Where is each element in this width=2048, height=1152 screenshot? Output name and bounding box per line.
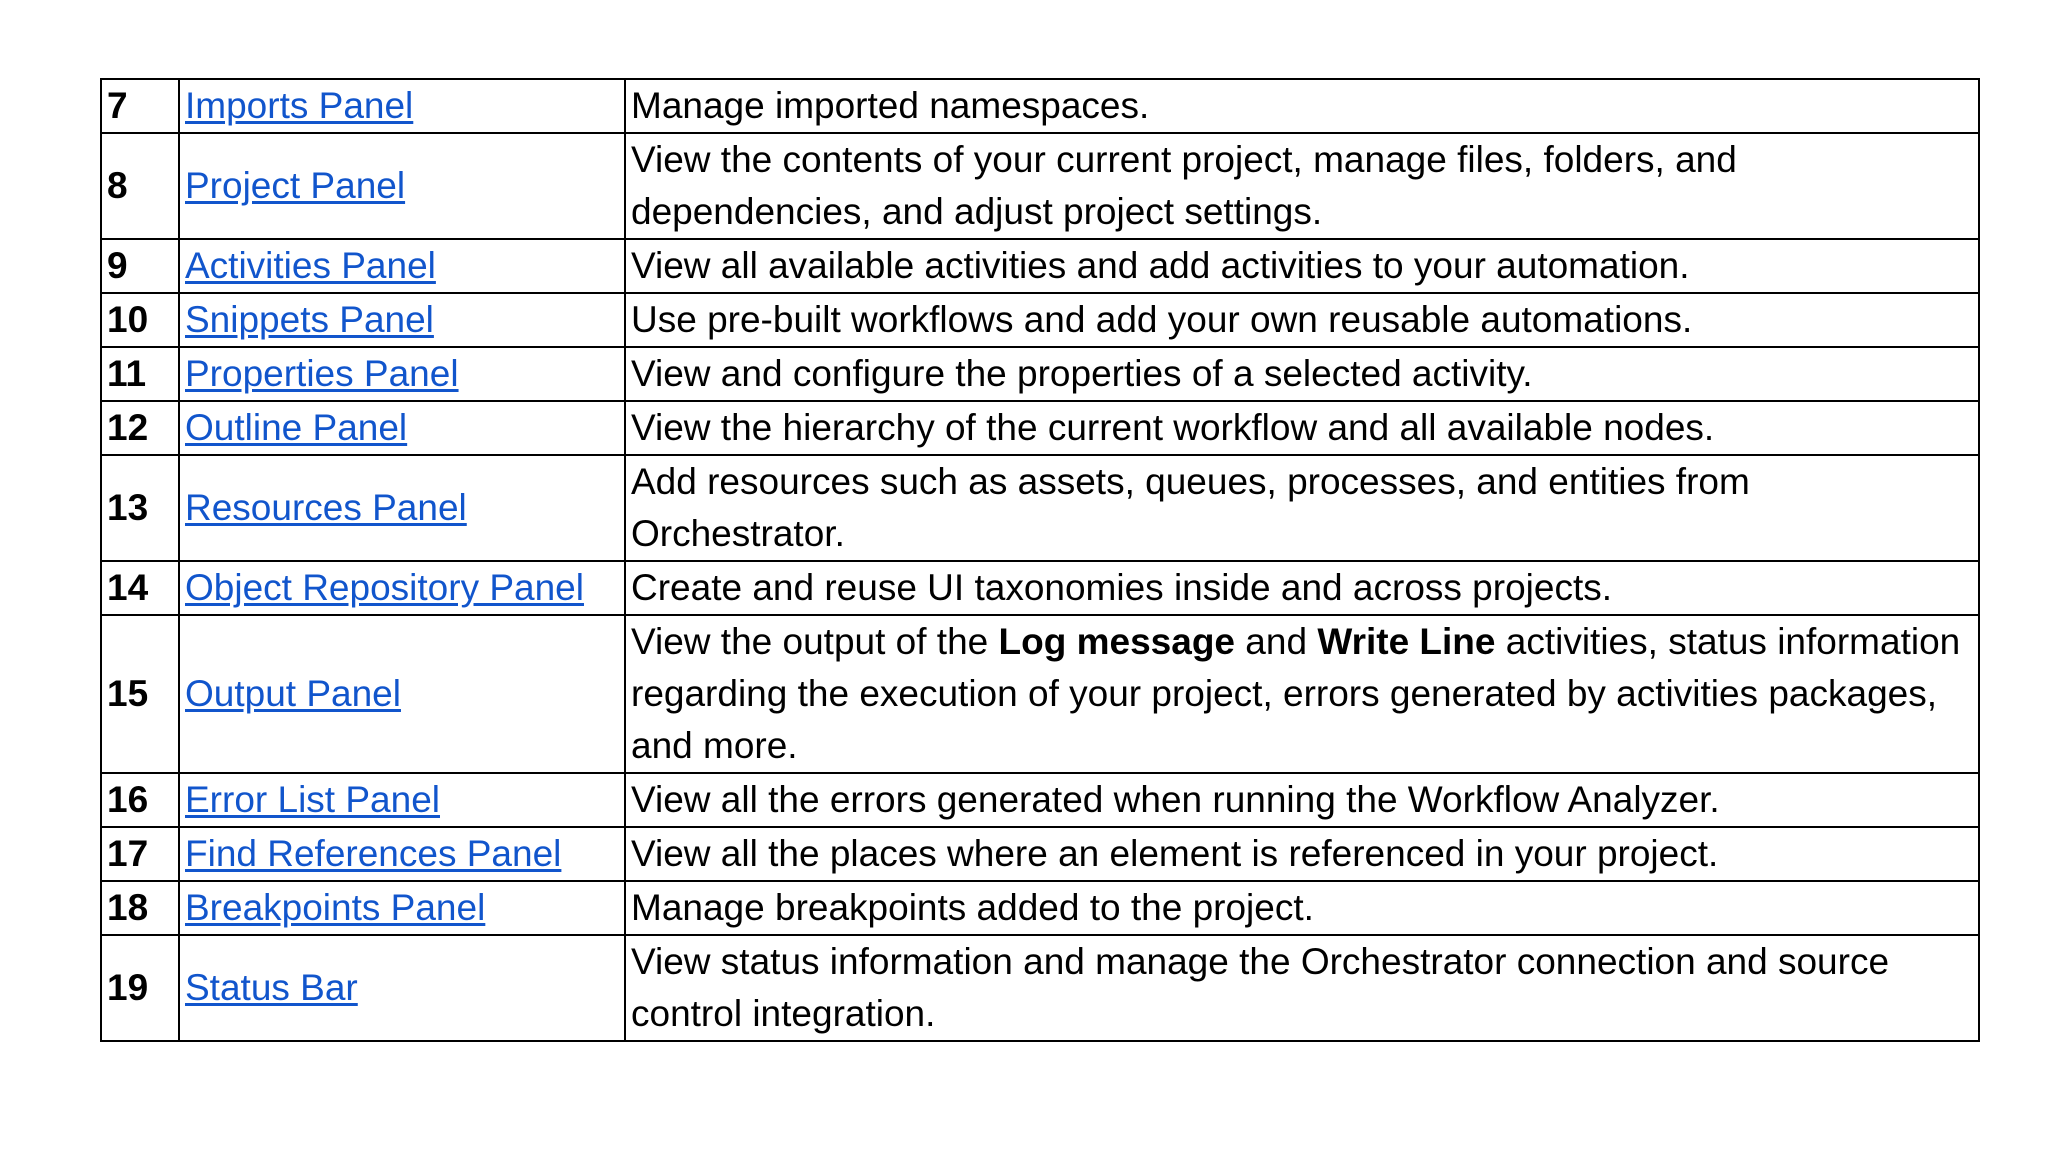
table-row — [101, 935, 1979, 1041]
row-number: 9 — [101, 239, 179, 293]
panel-name-cell — [179, 773, 625, 827]
description-bold-term: Log message — [998, 621, 1236, 662]
panel-description — [625, 935, 1979, 1041]
row-number: 19 — [101, 935, 179, 1041]
description-text: View all the places where an element is referenced in your project. — [631, 833, 1719, 874]
description-text: View all the errors generated when running the Workflow Analyzer. — [631, 779, 1720, 820]
table-row — [101, 293, 1979, 347]
row-number: 13 — [101, 455, 179, 561]
panel-name-cell — [179, 79, 625, 133]
description-text: View the contents of your current project, manage files, folders, and dependencies, and adjust project settings. — [631, 139, 1737, 232]
row-number: 16 — [101, 773, 179, 827]
description-text: View the hierarchy of the current workflow and all available nodes. — [631, 407, 1715, 448]
panel-link[interactable]: Find References Panel — [185, 833, 562, 874]
table-row — [101, 773, 1979, 827]
table-row — [101, 133, 1979, 239]
panel-link[interactable]: Output Panel — [185, 673, 401, 714]
panel-link[interactable]: Project Panel — [185, 165, 406, 206]
table-row — [101, 881, 1979, 935]
table-row — [101, 239, 1979, 293]
panel-description — [625, 615, 1979, 773]
panel-name-cell — [179, 827, 625, 881]
description-text: View and configure the properties of a selected activity. — [631, 353, 1533, 394]
description-text: View all available activities and add activities to your automation. — [631, 245, 1690, 286]
panel-link[interactable]: Activities Panel — [185, 245, 436, 286]
description-text: Add resources such as assets, queues, processes, and entities from Orchestrator. — [631, 461, 1750, 554]
panel-link[interactable]: Status Bar — [185, 967, 358, 1008]
description-text: View the output of the — [631, 621, 999, 662]
panel-link[interactable]: Error List Panel — [185, 779, 440, 820]
description-text: activities, status information regarding the execution of your project, errors generated by activities packages, and more. — [631, 621, 1961, 766]
panel-description — [625, 133, 1979, 239]
row-number: 17 — [101, 827, 179, 881]
table-row — [101, 561, 1979, 615]
panels-table-body — [101, 79, 1979, 1041]
row-number: 18 — [101, 881, 179, 935]
description-text: Create and reuse UI taxonomies inside and across projects. — [631, 567, 1613, 608]
panel-name-cell — [179, 935, 625, 1041]
row-number: 7 — [101, 79, 179, 133]
panel-link[interactable]: Resources Panel — [185, 487, 467, 528]
panel-description — [625, 881, 1979, 935]
row-number: 12 — [101, 401, 179, 455]
description-text: Use pre-built workflows and add your own reusable automations. — [631, 299, 1693, 340]
panel-description — [625, 561, 1979, 615]
panel-name-cell — [179, 347, 625, 401]
row-number: 8 — [101, 133, 179, 239]
row-number: 15 — [101, 615, 179, 773]
table-row — [101, 615, 1979, 773]
panel-name-cell — [179, 561, 625, 615]
panel-description — [625, 401, 1979, 455]
panel-link[interactable]: Breakpoints Panel — [185, 887, 486, 928]
row-number: 14 — [101, 561, 179, 615]
panel-link[interactable]: Properties Panel — [185, 353, 459, 394]
panel-description — [625, 455, 1979, 561]
panel-link[interactable]: Imports Panel — [185, 85, 414, 126]
description-text: Manage breakpoints added to the project. — [631, 887, 1314, 928]
panel-description — [625, 79, 1979, 133]
panel-name-cell — [179, 401, 625, 455]
panel-name-cell — [179, 615, 625, 773]
panel-description — [625, 347, 1979, 401]
row-number: 11 — [101, 347, 179, 401]
description-bold-term: Write Line — [1317, 621, 1496, 662]
panel-name-cell — [179, 881, 625, 935]
panel-name-cell — [179, 133, 625, 239]
panels-table — [100, 78, 1980, 1042]
panel-link[interactable]: Snippets Panel — [185, 299, 434, 340]
description-text: Manage imported namespaces. — [631, 85, 1150, 126]
panel-name-cell — [179, 455, 625, 561]
table-row — [101, 455, 1979, 561]
panel-link[interactable]: Outline Panel — [185, 407, 408, 448]
table-row — [101, 347, 1979, 401]
table-row — [101, 401, 1979, 455]
table-row — [101, 79, 1979, 133]
panel-name-cell — [179, 293, 625, 347]
panel-description — [625, 827, 1979, 881]
description-text: and — [1235, 621, 1318, 662]
description-text: View status information and manage the Orchestrator connection and source control integration. — [631, 941, 1890, 1034]
panel-description — [625, 239, 1979, 293]
panel-description — [625, 293, 1979, 347]
panel-name-cell — [179, 239, 625, 293]
row-number: 10 — [101, 293, 179, 347]
table-row — [101, 827, 1979, 881]
panel-link[interactable]: Object Repository Panel — [185, 567, 584, 608]
panel-description — [625, 773, 1979, 827]
